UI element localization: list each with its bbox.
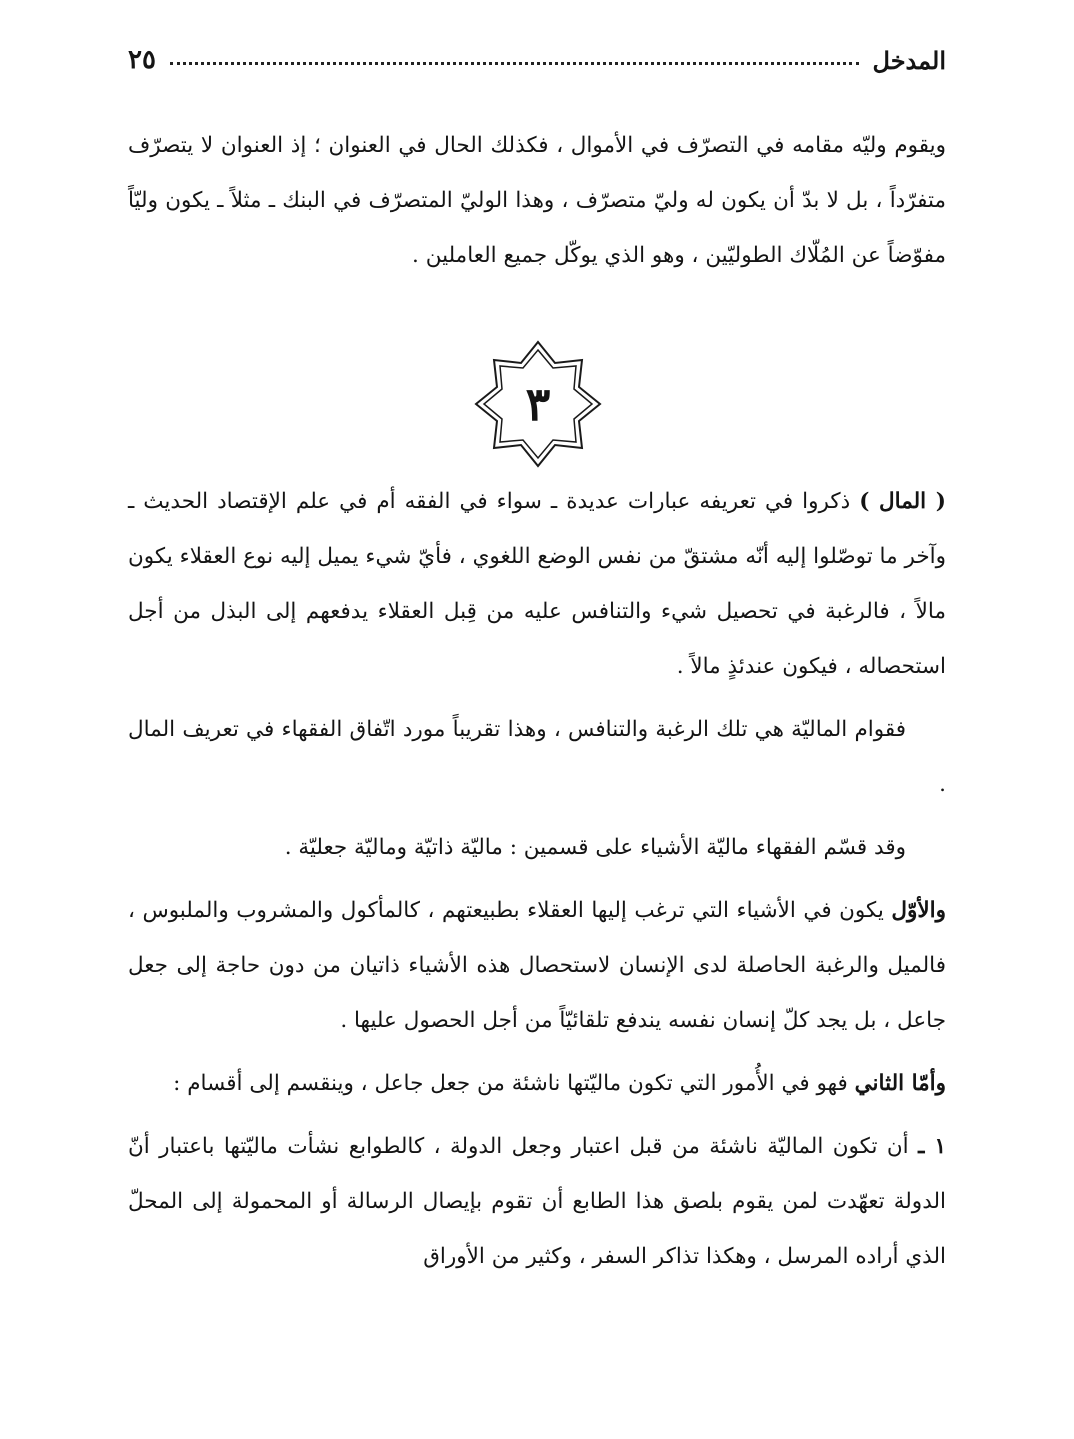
chapter-title: المدخل: [872, 45, 946, 75]
section-number: ٣: [525, 377, 551, 431]
main-text-block: [128, 474, 946, 1284]
intro-paragraph: ويقوم وليّه مقامه في التصرّف في الأموال ، فكذلك الحال في العنوان ؛ إذ العنوان لا يتصرّف متفرّداً ، بل لا بدّ أن يكون له وليّ متصرّف ، وهذا الوليّ المتصرّف في البنك ـ مثلاً ـ يكون وليّاً مفوّضاً عن المُلّاك الطوليّين ، وهو الذي يوكّل جميع العاملين .: [128, 133, 946, 268]
list-item-1: [128, 1119, 946, 1284]
list-number: ١ ـ: [918, 1134, 946, 1159]
intro-paragraph-block: [128, 118, 946, 283]
running-header: [128, 40, 946, 80]
paragraph-text: ذكروا في تعريفه عبارات عديدة ـ سواء في الفقه أم في علم الإقتصاد الحديث ـ وآخر ما توصّلوا إليه أنّه مشتقّ من نفس الوضع اللغوي ، فأيّ شيء يميل إليه نوع العقلاء يكون مالاً ، فالرغبة في تحصيل شيء والتنافس عليه من قِبل العقلاء يدفعهم إلى البذل من أجل استحصاله ، فيكون عندئذٍ مالاً .: [128, 489, 946, 679]
dot-leader: [170, 62, 859, 65]
paragraph-first-type: [128, 883, 946, 1048]
paragraph-definition: [128, 474, 946, 694]
paragraph-basis: فقوام الماليّة هي تلك الرغبة والتنافس ، وهذا تقريباً مورد اتّفاق الفقهاء في تعريف المال .: [128, 717, 946, 797]
term-heading: ( المال ): [859, 489, 946, 514]
section-ornament: [474, 340, 602, 468]
paragraph-text: فهو في الأُمور التي تكون ماليّتها ناشئة من جعل جاعل ، وينقسم إلى أقسام :: [173, 1071, 855, 1096]
paragraph-second-type: [128, 1056, 946, 1111]
page-number: ٢٥: [128, 45, 156, 75]
term-first: والأوّل: [891, 898, 946, 923]
list-item-text: أن تكون الماليّة ناشئة من قبل اعتبار وجعل الدولة ، كالطوابع نشأت ماليّتها باعتبار أنّ الدولة تعهّدت لمن يقوم بلصق هذا الطابع أن تقوم بإيصال الرسالة أو المحمولة إلى المحلّ الذي أراده المرسل ، وهكذا تذاكر السفر ، وكثير من الأوراق: [128, 1134, 946, 1269]
paragraph-division: وقد قسّم الفقهاء ماليّة الأشياء على قسمين : ماليّة ذاتيّة وماليّة جعليّة .: [284, 835, 906, 860]
term-second: وأمّا الثاني: [854, 1071, 946, 1096]
paragraph-text: يكون في الأشياء التي ترغب إليها العقلاء بطبيعتهم ، كالمأكول والمشروب والملبوس ، فالميل والرغبة الحاصلة لدى الإنسان لاستحصال هذه الأشياء ذاتيان من دون حاجة إلى جعل جاعل ، بل يجد كلّ إنسان نفسه يندفع تلقائيّاً من أجل الحصول عليها .: [128, 898, 946, 1033]
